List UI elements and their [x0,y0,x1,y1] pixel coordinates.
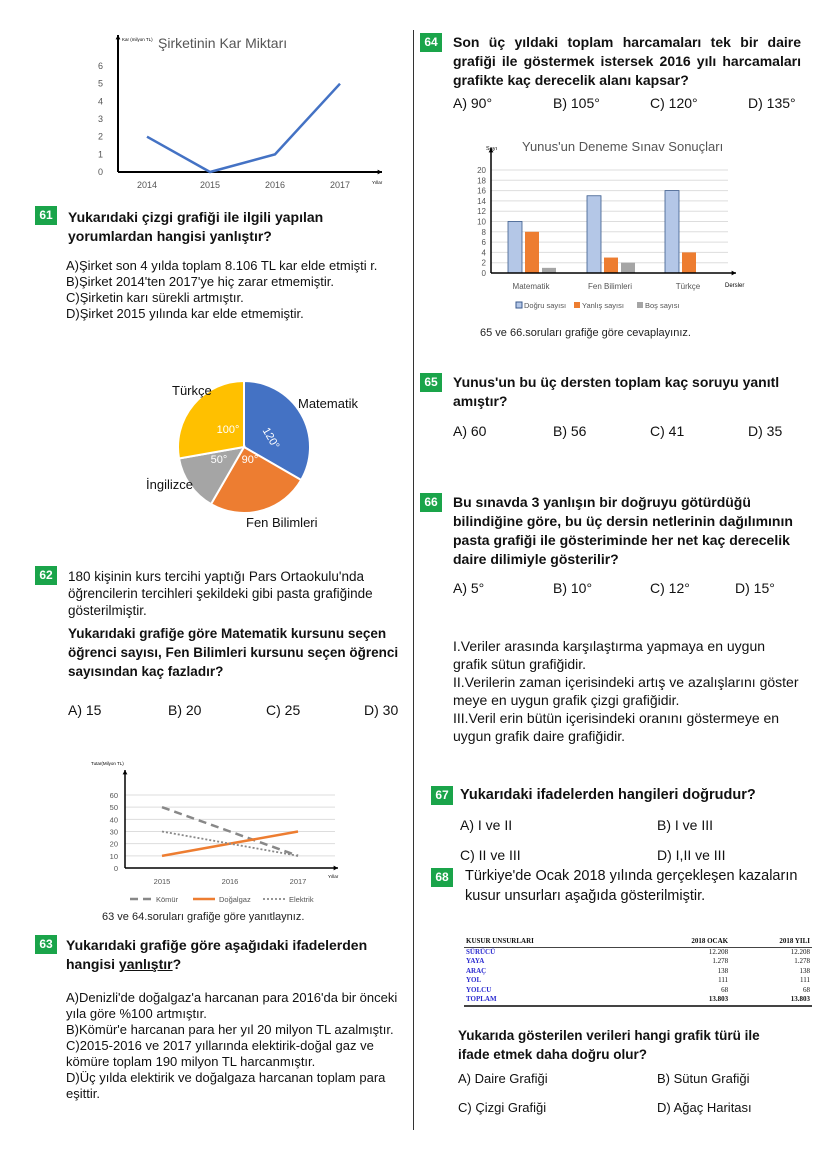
question-number-63 [35,935,57,954]
cell-value: 68 [721,985,729,994]
option-b[interactable]: B) 10° [553,580,593,596]
x-tick-label: 2015 [153,877,171,886]
pie-label-fen: Fen Bilimleri [246,515,318,530]
option-c[interactable]: C) 41 [650,423,685,439]
header-kusur: KUSUR UNSURLARI [466,937,534,945]
option-c[interactable]: C) 12° [650,580,690,596]
option-d[interactable]: D) 135° [748,95,796,111]
question-number-61: 61 [35,206,57,225]
header-yil: 2018 YILI [779,937,810,945]
number: 63 [39,937,53,951]
x-axis-label: Yıllar [328,874,339,879]
statement-2: II.Verilerin zaman içerisindeki artış ve azalışlarını göster meye en uygun grafik çizgi grafiğidir. [453,674,799,708]
cell-value: 12.208 [790,947,810,956]
question-number-62: 62 [35,566,57,585]
profit-line [147,84,340,172]
y-axis-label: Sayı [486,146,498,152]
option-d[interactable]: D)Şirket 2015 yılında kar elde etmemiştir. [66,306,304,321]
legend-swatch [637,302,643,308]
pie-value-label: 120° [259,425,282,452]
x-axis-label: Dersler [725,283,745,289]
question-64-text: Son üç yıldaki toplam harcamaları tek bir daire grafiği ile göstermek istersek 2016 yılı harcamaları grafikte kaç derecelik alanı kapsar? [453,34,801,88]
option-c[interactable]: C)Şirketin karı sürekli artmıştır. [66,290,244,305]
option-a[interactable]: A) 15 [68,702,102,718]
question-63-text [66,936,386,974]
option-a[interactable]: A) Daire Grafiği [458,1071,548,1086]
y-tick-label: 16 [477,186,486,196]
pie-value-label: 100° [216,424,240,436]
y-tick-label: 40 [109,815,118,825]
legend-label: Elektrik [289,895,314,904]
y-tick-label: 6 [481,238,486,248]
row-label: TOPLAM [466,995,497,1003]
y-tick-label: 0 [97,167,103,177]
y-tick-label: 4 [97,96,103,107]
option-c[interactable]: C) II ve III [460,847,521,863]
question-number-67: 67 [431,786,453,805]
table-row [464,967,812,977]
y-tick-label: 0 [481,269,486,278]
question-number-64: 64 [420,33,442,52]
legend-swatch [574,302,580,308]
y-tick-label: 30 [109,827,118,837]
option-b[interactable]: B) 56 [553,423,587,439]
header-ocak: 2018 OCAK [691,937,729,945]
y-tick-label: 0 [113,864,118,873]
option-a[interactable]: A) 5° [453,580,485,596]
cell-value: 13.803 [790,995,810,1003]
y-tick-label: 18 [477,176,486,186]
option-b[interactable]: B) Sütun Grafiği [657,1071,750,1086]
option-c[interactable]: C) 120° [650,95,698,111]
pie-label-ingilizce: İngilizce [146,477,193,492]
y-tick-label: 8 [481,227,486,237]
chart-caption: 63 ve 64.soruları grafiğe göre yanıtlaynız. [102,911,305,923]
y-tick-label: 60 [109,791,118,800]
x-tick-label: Fen Bilimleri [587,282,633,291]
question-62-text: 180 kişinin kurs tercihi yaptığı Pars Ortaokulu'nda öğrencilerin tercihleri şekildeki gibi pasta grafiğinde gösterilmiştir. [68,569,373,618]
legend-label: Yanlış sayısı [582,301,624,310]
question-61-options [66,258,411,322]
question-number-65: 65 [420,373,442,392]
y-tick-label: 12 [477,207,486,217]
option-a[interactable]: A)Şirket son 4 yılda toplam 8.106 TL kar elde etmişti r. [66,258,378,273]
pie-value-label: 90° [241,454,259,466]
x-tick-label: 2017 [289,877,307,886]
y-tick-label: 4 [481,248,486,258]
cell-value: 12.208 [708,947,729,956]
question-68-text: Türkiye'de Ocak 2018 yılında gerçekleşen kazaların kusur unsurları aşağıda gösterilmiştir. [465,868,798,904]
chart-title: Şirketinin Kar Miktarı [158,35,288,51]
statement-1: I.Veriler arasında karşılaştırma yapmaya en uygun grafik sütun grafiğidir. [453,638,766,672]
bar-Boş sayısı-Matematik [542,268,556,273]
y-tick-label: 10 [477,217,486,227]
x-axis-head [378,170,382,175]
question-63-options [66,990,406,1102]
y-tick-label: 6 [97,61,103,71]
cell-value: 68 [803,985,810,994]
y-tick-label: 20 [477,166,486,175]
legend-label: Boş sayısı [645,301,680,310]
x-tick-label: 2014 [136,180,158,190]
table-row [464,957,812,967]
cell-value: 1.278 [712,957,729,965]
option-d[interactable]: D) 35 [748,423,783,439]
y-tick-label: 50 [109,803,118,813]
option-a[interactable]: A)Denizli'de doğalgaz'a harcanan para 2016'da bir önceki yıla göre %100 artmıştır. [66,990,398,1021]
question-number-66: 66 [420,493,442,512]
option-d[interactable]: D) 15° [735,580,775,596]
y-tick-label: 5 [97,78,103,89]
legend-label: Kömür [156,895,179,904]
y-axis-label: Kar (milyon TL) [122,37,153,42]
option-d[interactable]: D) 30 [364,702,399,718]
text: ? [172,956,182,972]
question-66-text: Bu sınavda 3 yanlışın bir doğruyu götürdüğü bilindiğine göre, bu üç dersin netlerinin dağılımının pasta grafiği ile gösteriminde her net kaç derecelik daire dilimiyle gösterilir? [453,494,793,567]
bar-Doğru sayısı-Türkçe [665,191,679,273]
cell-value: 138 [717,966,729,975]
option-b[interactable]: B)Şirket 2014'ten 2017'ye hiç zarar etmemiştir. [66,274,334,289]
table-row [464,976,812,986]
question-65-text: Yunus'un bu üç dersten toplam kaç soruyu yanıtl amıştır? [453,374,780,409]
cell-value: 1.278 [794,957,810,965]
cell-value: 138 [799,966,810,975]
option-a[interactable]: A) 90° [453,95,493,111]
cell-value: 111 [800,976,810,984]
option-d[interactable]: D) Ağaç Haritası [657,1100,752,1115]
y-tick-label: 1 [97,149,103,160]
option-a[interactable]: A) I ve II [460,817,513,833]
x-tick-label: 2015 [199,180,221,190]
x-tick-label: Matematik [512,282,550,291]
question-number-68: 68 [431,868,453,887]
option-b[interactable]: B) 105° [553,95,600,111]
chart-title: Yunus'un Deneme Sınav Sonuçları [522,139,724,154]
option-b[interactable]: B) I ve III [657,817,714,833]
bar-Yanlış sayısı-Türkçe [682,252,696,273]
x-axis-head [732,271,736,276]
cell-value: 13.803 [708,995,729,1003]
statements [453,637,803,745]
y-axis-head [116,35,121,39]
x-tick-label: 2016 [221,877,239,886]
accident-table [464,937,812,1007]
option-d[interactable]: D) I,II ve III [657,847,726,863]
x-axis-label: Yıllar [372,180,383,185]
legend-label: Doğru sayısı [524,301,567,310]
chart-caption: 65 ve 66.soruları grafiğe göre cevaplayınız. [480,327,691,339]
question-62-bold: Yukarıdaki grafiğe göre Matematik kursunu seçen öğrenci sayısı, Fen Bilimleri kursunu seçen öğrenci sayısından kaç fazladır? [68,626,399,679]
x-axis-head [334,866,338,871]
table-row [464,986,812,996]
y-tick-label: 10 [109,851,118,861]
statement-3: III.Veril erin bütün içerisindeki oranını göstermeye en uygun grafik daire grafiğidir. [453,710,780,744]
bar-Doğru sayısı-Fen Bilimleri [587,196,601,273]
bar-Yanlış sayısı-Matematik [525,232,539,273]
pie-value-label: 50° [210,454,228,466]
text: Yukarıdaki grafiğe göre aşağıdaki ifadelerden hangisi [66,937,368,972]
legend-swatch [516,302,522,308]
row-label: ARAÇ [466,966,487,975]
y-axis-label: Tutar(Milyon TL) [91,761,124,766]
bar-Boş sayısı-Fen Bilimleri [621,263,635,273]
x-tick-label: 2016 [264,180,286,190]
x-tick-label: 2017 [329,180,351,190]
row-label: YOL [466,976,482,984]
y-tick-label: 14 [477,196,486,206]
table-row [464,995,812,1006]
row-label: SÜRÜCÜ [466,947,496,956]
y-tick-label: 20 [109,839,118,849]
option-c[interactable]: C) 25 [266,702,301,718]
question-67-text: Yukarıdaki ifadelerden hangileri doğrudur? [460,787,756,803]
question-61-text: Yukarıdaki çizgi grafiği ile ilgili yapılan yorumlardan hangisi yanlıştır? [68,209,324,244]
x-tick-label: Türkçe [675,282,701,291]
option-a[interactable]: A) 60 [453,423,487,439]
bar-Doğru sayısı-Matematik [508,222,522,274]
option-b[interactable]: B) 20 [168,702,202,718]
bar-Yanlış sayısı-Fen Bilimleri [604,258,618,273]
option-c[interactable]: C)2015-2016 ve 2017 yıllarında elektirik-doğal gaz ve kömüre toplam 190 milyon TL harcanmıştır. [66,1038,374,1069]
underlined-word: yanlıştır [118,956,173,972]
legend-label: Doğalgaz [219,895,251,904]
option-c[interactable]: C) Çizgi Grafiği [458,1100,547,1115]
pie-label-matematik: Matematik [298,396,358,411]
y-tick-label: 3 [97,114,103,124]
cell-value: 111 [718,976,729,984]
option-d[interactable]: D)Üç yılda elektirik ve doğalgaza harcanan toplam para eşittir. [66,1070,386,1101]
row-label: YOLCU [466,985,492,994]
question-68-question: Yukarıda gösterilen verileri hangi grafik türü ile ifade etmek daha doğru olur? [458,1028,760,1062]
y-tick-label: 2 [97,131,103,142]
y-tick-label: 2 [481,258,486,268]
option-b[interactable]: B)Kömür'e harcanan para her yıl 20 milyon TL azalmıştır. [66,1022,394,1037]
table-row [464,947,812,957]
y-axis-head [123,770,128,774]
pie-label-turkce: Türkçe [172,383,212,398]
row-label: YAYA [466,957,485,965]
